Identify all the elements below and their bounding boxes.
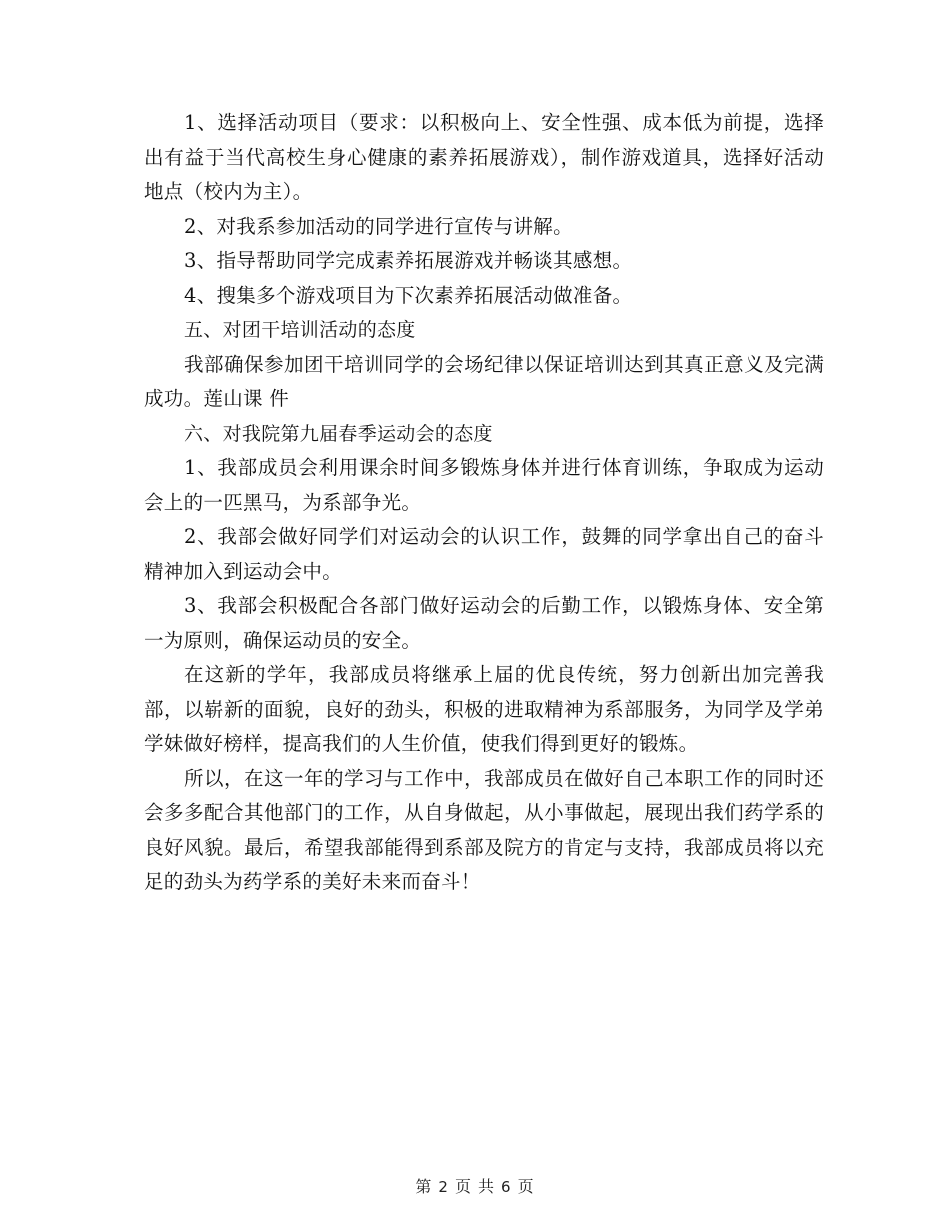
paragraph-training: 我部确保参加团干培训同学的会场纪律以保证培训达到其真正意义及完满成功。莲山课 件 <box>144 352 824 410</box>
page-footer <box>0 1177 950 1197</box>
paragraph-item-1: 1、选择活动项目（要求：以积极向上、安全性强、成本低为前提，选择出有益于当代高校生身心健康的素养拓展游戏），制作游戏道具，选择好活动地点（校内为主）。 <box>144 111 824 203</box>
footer-middle: 页 共 <box>454 1177 496 1196</box>
section-heading-5: 五、对团干培训活动的态度 <box>184 319 416 341</box>
paragraph-conclusion: 所以，在这一年的学习与工作中，我部成员在做好自己本职工作的同时还会多多配合其他部门的工作，从自身做起，从小事做起，展现出我们药学系的良好风貌。最后，希望我部能得到系部及院方的肯定与支持，我部成员将以充足的劲头为药学系的美好未来而奋斗！ <box>144 766 824 893</box>
paragraph-item-4: 4、搜集多个游戏项目为下次素养拓展活动做准备。 <box>184 283 633 307</box>
paragraph-item-2: 2、对我系参加活动的同学进行宣传与讲解。 <box>184 214 573 238</box>
paragraph-item-3: 3、指导帮助同学完成素养拓展游戏并畅谈其感想。 <box>184 249 633 272</box>
document-body <box>144 106 824 900</box>
section-heading-6: 六、对我院第九届春季运动会的态度 <box>184 422 493 445</box>
paragraph-sports-2: 2、我部会做好同学们对运动会的认识工作，鼓舞的同学拿出自己的奋斗精神加入到运动会中。 <box>144 525 824 583</box>
footer-current-page: 2 <box>438 1178 449 1196</box>
paragraph-sports-1: 1、我部成员会利用课余时间多锻炼身体并进行体育训练，争取成为运动会上的一匹黑马，为系部争光。 <box>144 456 824 514</box>
paragraph-sports-3: 3、我部会积极配合各部门做好运动会的后勤工作，以锻炼身体、安全第一为原则，确保运动员的安全。 <box>144 594 824 652</box>
footer-prefix: 第 <box>415 1177 433 1196</box>
paragraph-new-year: 在这新的学年，我部成员将继承上届的优良传统，努力创新出加完善我部，以崭新的面貌，良好的劲头，积极的进取精神为系部服务，为同学及学弟学妹做好榜样，提高我们的人生价值，使我们得到更好的锻炼。 <box>144 663 824 755</box>
footer-total-pages: 6 <box>501 1178 512 1196</box>
footer-suffix: 页 <box>517 1177 535 1196</box>
